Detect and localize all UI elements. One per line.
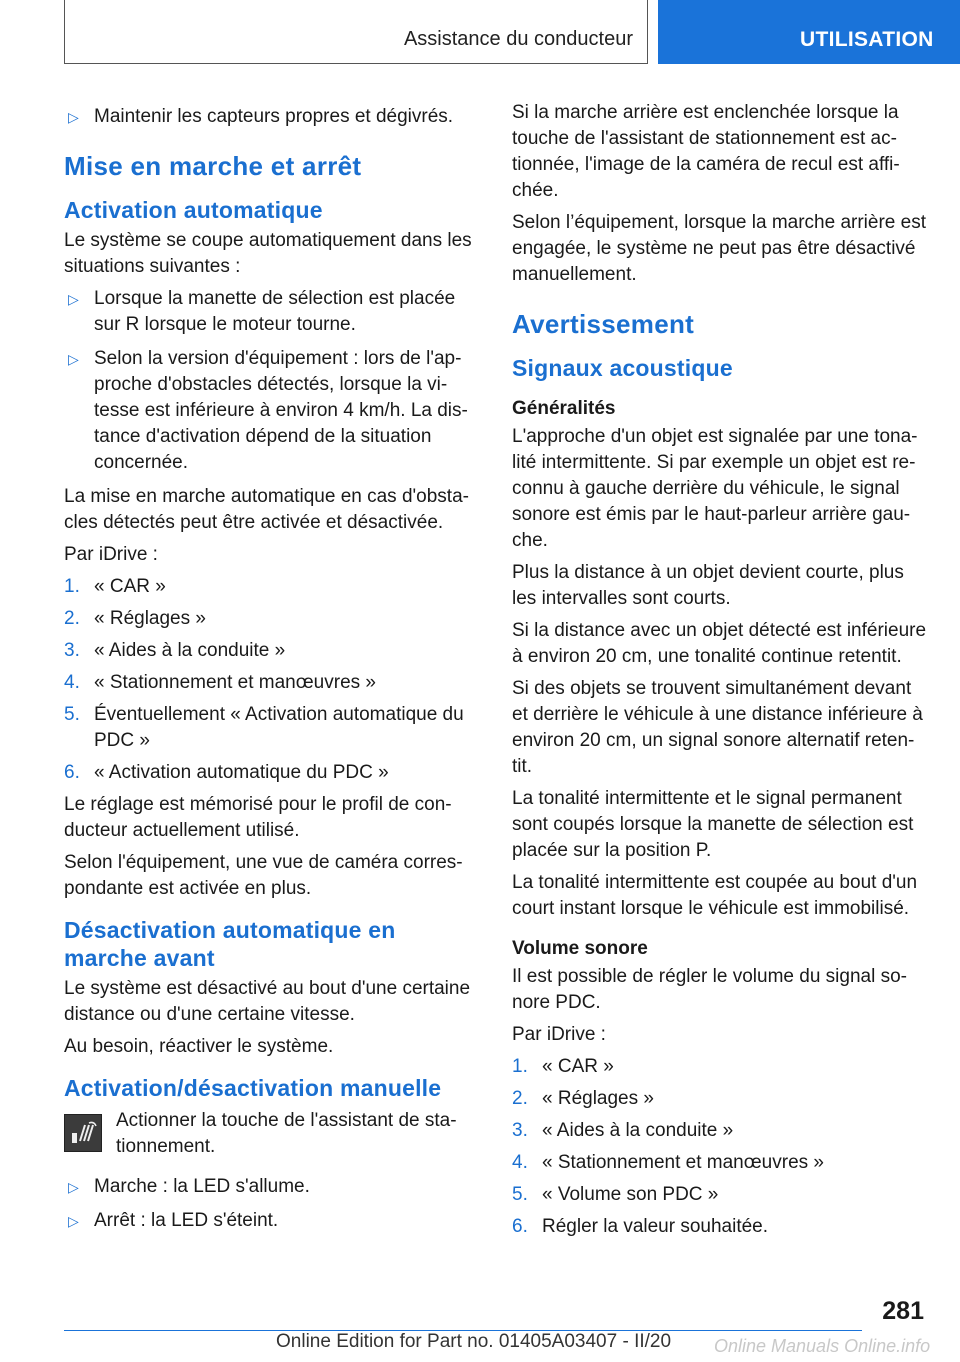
subsection-heading: Activation/désactivation manuelle [64, 1075, 442, 1101]
list-item: 1. « CAR » [512, 1056, 614, 1077]
list-item: ▷ Marche : la LED s'allume. [64, 1174, 480, 1200]
left-column [64, 100, 480, 1242]
list-item: 5. « Volume son PDC » [512, 1184, 719, 1205]
bullet-list [64, 286, 480, 476]
list-item: 6. « Activation automatique du PDC » [64, 762, 389, 783]
section-title: Assistance du conducteur [403, 28, 633, 50]
paragraph: Le réglage est mémorisé pour le profil de con- ducteur actuellement utilisé. [64, 794, 452, 841]
list-item: 1. « CAR » [64, 576, 166, 597]
list-item: ▷ Selon la version d'équipement : lors de l'ap- proche d'obstacles détectés, lorsque la vi- tesse est inférieure à environ 4 km/h. La dis- tance d'activation dépend de la situation concernée. [68, 348, 468, 473]
paragraph: Par iDrive : [512, 1024, 606, 1045]
paragraph: Il est possible de régler le volume du signal so- nore PDC. [512, 966, 907, 1013]
idrive-steps [512, 1054, 932, 1240]
header-chapter-tab [658, 0, 960, 64]
list-item: 3. « Aides à la conduite » [64, 640, 286, 661]
paragraph: Plus la distance à un objet devient courte, plus les intervalles sont courts. [512, 562, 904, 609]
triangle-bullet-icon: ▷ [68, 351, 79, 367]
paragraph: La tonalité intermittente est coupée au bout d'un court instant lorsque le véhicule est immobilisé. [512, 872, 918, 919]
right-column [512, 100, 932, 1246]
idrive-steps [64, 574, 480, 786]
minor-heading: Volume sonore [512, 938, 648, 959]
instruction-text: Actionner la touche de l'assistant de sta- tionnement. [116, 1110, 457, 1157]
triangle-bullet-icon: ▷ [68, 1179, 79, 1195]
paragraph: Par iDrive : [64, 544, 158, 565]
paragraph: Le système se coupe automatiquement dans les situations suivantes : [64, 230, 472, 277]
paragraph: Si des objets se trouvent simultanément devant et derrière le véhicule à une distance inférieure à environ 20 cm, un signal sonore alternatif reten- tit. [512, 678, 923, 777]
paragraph: Le système est désactivé au bout d'une certaine distance ou d'une certaine vitesse. [64, 978, 471, 1025]
watermark: Online Manuals Online.info [714, 1336, 931, 1356]
paragraph: La mise en marche automatique en cas d'obsta- cles détectés peut être activée et désactivée. [64, 486, 469, 533]
list-item: 2. « Réglages » [64, 608, 206, 629]
minor-heading: Généralités [512, 398, 616, 419]
list-item: 3. « Aides à la conduite » [512, 1120, 734, 1141]
list-item: 6. Régler la valeur souhaitée. [512, 1216, 769, 1237]
footer-edition: Online Edition for Part no. 01405A03407 - II/20 [276, 1331, 672, 1352]
subsection-heading: Signaux acoustique [512, 355, 733, 381]
list-item: 2. « Réglages » [512, 1088, 654, 1109]
subsection-heading: Activation automatique [64, 197, 323, 223]
list-item: 5. Éventuellement « Activation automatique du PDC » [64, 704, 464, 751]
list-item: ▷ Lorsque la manette de sélection est placée sur R lorsque le moteur tourne. [68, 288, 456, 335]
triangle-bullet-icon: ▷ [68, 1213, 79, 1229]
list-item: 4. « Stationnement et manœuvres » [64, 672, 376, 693]
pdc-button-icon [64, 1114, 102, 1152]
paragraph: Selon l’équipement, lorsque la marche arrière est engagée, le système ne peut pas être désactivé manuellement. [512, 212, 926, 285]
bullet-list [64, 1174, 480, 1234]
paragraph: Selon l'équipement, une vue de caméra corres- pondante est activée en plus. [64, 852, 463, 899]
section-heading: Avertissement [512, 309, 695, 339]
pdc-button-instruction [64, 1108, 480, 1160]
paragraph: Si la marche arrière est enclenchée lorsque la touche de l'assistant de stationnement est ac- tionnée, l'image de la caméra de recul est affi- chée. [512, 102, 900, 201]
page-number: 281 [882, 1297, 924, 1325]
paragraph: Si la distance avec un objet détecté est inférieure à environ 20 cm, une tonalité continue retentit. [512, 620, 927, 667]
intro-list [64, 104, 480, 130]
subsection-heading: Désactivation automatique en marche avant [64, 917, 396, 971]
chapter-title: UTILISATION [800, 28, 934, 51]
paragraph: La tonalité intermittente et le signal permanent sont coupés lorsque la manette de sélection est placée sur la position P. [512, 788, 914, 861]
header-section-box [64, 0, 648, 64]
triangle-bullet-icon: ▷ [68, 291, 79, 307]
triangle-bullet-icon: ▷ [68, 109, 79, 125]
section-heading: Mise en marche et arrêt [64, 151, 362, 181]
list-item: ▷ Arrêt : la LED s'éteint. [64, 1208, 480, 1234]
paragraph: Au besoin, réactiver le système. [64, 1036, 334, 1057]
list-item: 4. « Stationnement et manœuvres » [512, 1152, 824, 1173]
paragraph: L'approche d'un objet est signalée par une tona- lité intermittente. Si par exemple un objet est re- connu à gauche derrière du véhicule, le signal sonore est émis par le haut-parleur arrière gau- che. [512, 426, 918, 551]
list-item: ▷ Maintenir les capteurs propres et dégivrés. [64, 104, 480, 130]
